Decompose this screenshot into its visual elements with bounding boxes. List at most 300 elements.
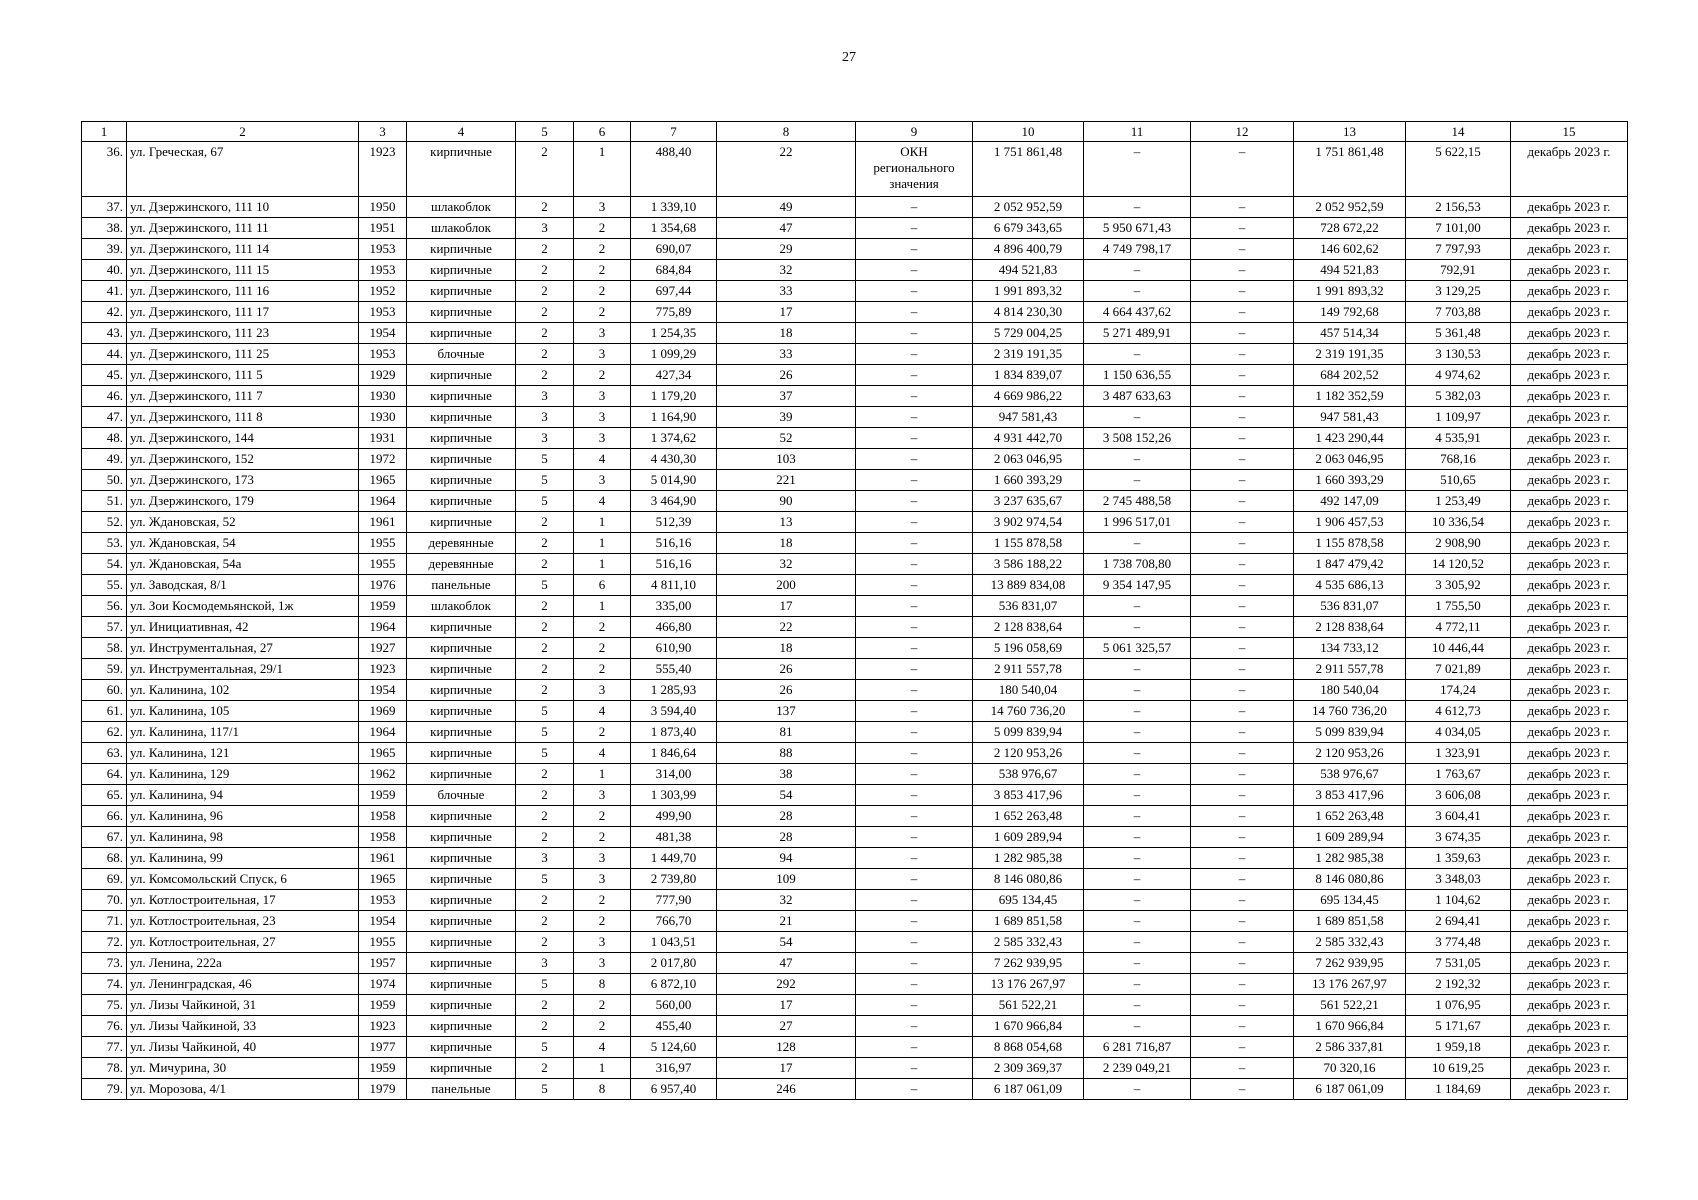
table-cell-col-9: – — [856, 806, 973, 827]
table-cell-col-3: 1955 — [359, 554, 407, 575]
table-cell-col-15: декабрь 2023 г. — [1511, 932, 1628, 953]
table-cell-col-9: – — [856, 386, 973, 407]
table-cell-col-9: – — [856, 785, 973, 806]
table-cell-col-3: 1976 — [359, 575, 407, 596]
table-cell-col-6: 2 — [574, 806, 631, 827]
column-header-4: 4 — [407, 122, 516, 142]
table-cell-col-11: – — [1084, 764, 1191, 785]
table-cell-col-8: 22 — [717, 617, 856, 638]
table-cell-col-7: 775,89 — [631, 302, 717, 323]
table-cell-col-3: 1974 — [359, 974, 407, 995]
table-cell-col-14: 7 101,00 — [1406, 218, 1511, 239]
column-header-9: 9 — [856, 122, 973, 142]
table-cell-col-7: 610,90 — [631, 638, 717, 659]
table-cell-col-3: 1927 — [359, 638, 407, 659]
table-cell-col-15: декабрь 2023 г. — [1511, 806, 1628, 827]
table-cell-col-8: 49 — [717, 197, 856, 218]
table-cell-col-15: декабрь 2023 г. — [1511, 743, 1628, 764]
table-row — [82, 386, 1628, 407]
table-cell-col-5: 2 — [516, 890, 574, 911]
table-cell-col-6: 2 — [574, 722, 631, 743]
table-cell-col-15: декабрь 2023 г. — [1511, 848, 1628, 869]
table-cell-col-4: кирпичные — [407, 491, 516, 512]
table-cell-col-11: 3 487 633,63 — [1084, 386, 1191, 407]
table-cell-col-12: – — [1191, 197, 1294, 218]
table-cell-col-12: – — [1191, 1037, 1294, 1058]
table-cell-col-13: 1 652 263,48 — [1294, 806, 1406, 827]
table-cell-col-7: 488,40 — [631, 142, 717, 197]
table-cell-col-6: 3 — [574, 470, 631, 491]
table-cell-col-9: – — [856, 890, 973, 911]
table-row — [82, 995, 1628, 1016]
table-cell-col-7: 4 811,10 — [631, 575, 717, 596]
table-cell-col-10: 4 896 400,79 — [973, 239, 1084, 260]
table-cell-col-1: 37. — [82, 197, 127, 218]
table-cell-col-10: 6 187 061,09 — [973, 1079, 1084, 1100]
table-cell-col-6: 1 — [574, 142, 631, 197]
table-cell-col-7: 1 179,20 — [631, 386, 717, 407]
table-cell-col-12: – — [1191, 827, 1294, 848]
table-cell-col-13: 492 147,09 — [1294, 491, 1406, 512]
table-row — [82, 848, 1628, 869]
table-cell-col-1: 61. — [82, 701, 127, 722]
table-cell-col-4: панельные — [407, 1079, 516, 1100]
table-cell-col-2: ул. Калинина, 117/1 — [127, 722, 359, 743]
table-cell-col-13: 5 099 839,94 — [1294, 722, 1406, 743]
table-cell-col-5: 5 — [516, 449, 574, 470]
table-cell-col-5: 3 — [516, 386, 574, 407]
table-cell-col-12: – — [1191, 617, 1294, 638]
table-cell-col-6: 4 — [574, 743, 631, 764]
table-cell-col-7: 1 846,64 — [631, 743, 717, 764]
table-cell-col-5: 5 — [516, 491, 574, 512]
table-cell-col-15: декабрь 2023 г. — [1511, 701, 1628, 722]
table-cell-col-8: 103 — [717, 449, 856, 470]
table-cell-col-2: ул. Ленина, 222а — [127, 953, 359, 974]
table-cell-col-4: кирпичные — [407, 1016, 516, 1037]
table-row — [82, 1079, 1628, 1100]
table-cell-col-15: декабрь 2023 г. — [1511, 218, 1628, 239]
table-cell-col-14: 2 908,90 — [1406, 533, 1511, 554]
table-cell-col-13: 3 853 417,96 — [1294, 785, 1406, 806]
table-cell-col-5: 2 — [516, 533, 574, 554]
table-cell-col-5: 2 — [516, 281, 574, 302]
table-cell-col-4: шлакоблок — [407, 596, 516, 617]
column-header-8: 8 — [717, 122, 856, 142]
table-cell-col-11: – — [1084, 953, 1191, 974]
table-cell-col-6: 3 — [574, 680, 631, 701]
table-cell-col-6: 3 — [574, 869, 631, 890]
table-cell-col-4: кирпичные — [407, 638, 516, 659]
table-cell-col-5: 2 — [516, 617, 574, 638]
table-cell-col-8: 13 — [717, 512, 856, 533]
table-cell-col-7: 466,80 — [631, 617, 717, 638]
table-cell-col-14: 2 156,53 — [1406, 197, 1511, 218]
table-cell-col-1: 48. — [82, 428, 127, 449]
table-cell-col-8: 88 — [717, 743, 856, 764]
table-cell-col-9: – — [856, 302, 973, 323]
table-cell-col-13: 1 751 861,48 — [1294, 142, 1406, 197]
table-cell-col-10: 947 581,43 — [973, 407, 1084, 428]
table-cell-col-8: 26 — [717, 659, 856, 680]
table-cell-col-7: 697,44 — [631, 281, 717, 302]
table-cell-col-15: декабрь 2023 г. — [1511, 554, 1628, 575]
table-cell-col-14: 7 703,88 — [1406, 302, 1511, 323]
table-cell-col-4: деревянные — [407, 533, 516, 554]
table-cell-col-6: 2 — [574, 638, 631, 659]
table-cell-col-12: – — [1191, 428, 1294, 449]
table-cell-col-8: 17 — [717, 995, 856, 1016]
table-cell-col-14: 1 959,18 — [1406, 1037, 1511, 1058]
table-cell-col-8: 27 — [717, 1016, 856, 1037]
table-cell-col-10: 536 831,07 — [973, 596, 1084, 617]
table-cell-col-2: ул. Морозова, 4/1 — [127, 1079, 359, 1100]
table-row — [82, 806, 1628, 827]
table-cell-col-15: декабрь 2023 г. — [1511, 953, 1628, 974]
table-cell-col-2: ул. Калинина, 129 — [127, 764, 359, 785]
table-cell-col-3: 1954 — [359, 323, 407, 344]
table-cell-col-13: 684 202,52 — [1294, 365, 1406, 386]
table-cell-col-15: декабрь 2023 г. — [1511, 1079, 1628, 1100]
table-cell-col-7: 335,00 — [631, 596, 717, 617]
table-cell-col-14: 3 604,41 — [1406, 806, 1511, 827]
table-cell-col-14: 4 974,62 — [1406, 365, 1511, 386]
table-cell-col-11: – — [1084, 995, 1191, 1016]
table-cell-col-2: ул. Инструментальная, 27 — [127, 638, 359, 659]
table-cell-col-9: – — [856, 533, 973, 554]
table-row — [82, 554, 1628, 575]
table-row — [82, 743, 1628, 764]
table-cell-col-5: 2 — [516, 995, 574, 1016]
table-cell-col-13: 1 609 289,94 — [1294, 827, 1406, 848]
table-cell-col-14: 7 021,89 — [1406, 659, 1511, 680]
table-cell-col-13: 1 991 893,32 — [1294, 281, 1406, 302]
table-cell-col-13: 13 176 267,97 — [1294, 974, 1406, 995]
table-cell-col-4: кирпичные — [407, 1058, 516, 1079]
table-cell-col-8: 32 — [717, 890, 856, 911]
table-cell-col-12: – — [1191, 512, 1294, 533]
table-cell-col-3: 1954 — [359, 911, 407, 932]
table-cell-col-6: 2 — [574, 617, 631, 638]
table-row — [82, 827, 1628, 848]
table-cell-col-14: 3 348,03 — [1406, 869, 1511, 890]
table-cell-col-15: декабрь 2023 г. — [1511, 890, 1628, 911]
table-cell-col-6: 4 — [574, 449, 631, 470]
table-cell-col-10: 8 146 080,86 — [973, 869, 1084, 890]
table-row — [82, 323, 1628, 344]
table-cell-col-14: 4 034,05 — [1406, 722, 1511, 743]
table-cell-col-11: 1 150 636,55 — [1084, 365, 1191, 386]
table-cell-col-12: – — [1191, 890, 1294, 911]
table-cell-col-4: кирпичные — [407, 142, 516, 197]
table-cell-col-2: ул. Дзержинского, 111 17 — [127, 302, 359, 323]
column-header-15: 15 — [1511, 122, 1628, 142]
table-row — [82, 218, 1628, 239]
table-cell-col-4: кирпичные — [407, 869, 516, 890]
table-cell-col-15: декабрь 2023 г. — [1511, 197, 1628, 218]
table-cell-col-5: 2 — [516, 302, 574, 323]
table-cell-col-10: 14 760 736,20 — [973, 701, 1084, 722]
table-cell-col-12: – — [1191, 869, 1294, 890]
table-row — [82, 1037, 1628, 1058]
table-cell-col-11: – — [1084, 407, 1191, 428]
table-row — [82, 302, 1628, 323]
table-cell-col-1: 57. — [82, 617, 127, 638]
table-cell-col-11: 1 738 708,80 — [1084, 554, 1191, 575]
table-cell-col-9: – — [856, 701, 973, 722]
table-cell-col-1: 36. — [82, 142, 127, 197]
table-cell-col-15: декабрь 2023 г. — [1511, 302, 1628, 323]
table-cell-col-8: 17 — [717, 302, 856, 323]
table-cell-col-9: – — [856, 554, 973, 575]
table-cell-col-6: 2 — [574, 260, 631, 281]
table-cell-col-14: 510,65 — [1406, 470, 1511, 491]
table-cell-col-3: 1952 — [359, 281, 407, 302]
table-row — [82, 680, 1628, 701]
table-cell-col-5: 5 — [516, 974, 574, 995]
table-cell-col-5: 5 — [516, 575, 574, 596]
table-cell-col-9: – — [856, 323, 973, 344]
table-cell-col-5: 3 — [516, 218, 574, 239]
table-cell-col-12: – — [1191, 743, 1294, 764]
table-cell-col-8: 200 — [717, 575, 856, 596]
column-number-row — [82, 122, 1628, 142]
table-cell-col-3: 1961 — [359, 848, 407, 869]
table-cell-col-6: 1 — [574, 533, 631, 554]
table-cell-col-6: 3 — [574, 953, 631, 974]
table-cell-col-6: 1 — [574, 764, 631, 785]
column-header-12: 12 — [1191, 122, 1294, 142]
table-cell-col-2: ул. Ждановская, 54а — [127, 554, 359, 575]
table-cell-col-5: 5 — [516, 869, 574, 890]
table-cell-col-6: 3 — [574, 197, 631, 218]
table-cell-col-12: – — [1191, 806, 1294, 827]
table-cell-col-15: декабрь 2023 г. — [1511, 365, 1628, 386]
table-cell-col-6: 8 — [574, 1079, 631, 1100]
table-cell-col-8: 18 — [717, 638, 856, 659]
table-row — [82, 470, 1628, 491]
table-cell-col-11: – — [1084, 281, 1191, 302]
table-cell-col-14: 1 184,69 — [1406, 1079, 1511, 1100]
table-cell-col-6: 8 — [574, 974, 631, 995]
table-cell-col-7: 4 430,30 — [631, 449, 717, 470]
column-header-7: 7 — [631, 122, 717, 142]
table-cell-col-3: 1959 — [359, 995, 407, 1016]
table-cell-col-10: 695 134,45 — [973, 890, 1084, 911]
table-cell-col-15: декабрь 2023 г. — [1511, 323, 1628, 344]
table-cell-col-9: ОКН регионального значения — [856, 142, 973, 197]
table-cell-col-9: – — [856, 974, 973, 995]
table-cell-col-12: – — [1191, 491, 1294, 512]
table-cell-col-2: ул. Заводская, 8/1 — [127, 575, 359, 596]
table-cell-col-10: 5 196 058,69 — [973, 638, 1084, 659]
table-row — [82, 512, 1628, 533]
table-cell-col-13: 2 128 838,64 — [1294, 617, 1406, 638]
column-header-3: 3 — [359, 122, 407, 142]
table-cell-col-3: 1953 — [359, 260, 407, 281]
table-cell-col-5: 2 — [516, 1058, 574, 1079]
table-cell-col-6: 2 — [574, 911, 631, 932]
table-row — [82, 533, 1628, 554]
table-cell-col-9: – — [856, 260, 973, 281]
table-cell-col-1: 58. — [82, 638, 127, 659]
table-row — [82, 281, 1628, 302]
table-cell-col-4: кирпичные — [407, 722, 516, 743]
table-cell-col-1: 79. — [82, 1079, 127, 1100]
table-cell-col-8: 37 — [717, 386, 856, 407]
table-cell-col-1: 77. — [82, 1037, 127, 1058]
table-cell-col-5: 2 — [516, 554, 574, 575]
table-cell-col-3: 1977 — [359, 1037, 407, 1058]
table-cell-col-7: 5 124,60 — [631, 1037, 717, 1058]
table-cell-col-7: 2 017,80 — [631, 953, 717, 974]
table-cell-col-7: 684,84 — [631, 260, 717, 281]
table-cell-col-15: декабрь 2023 г. — [1511, 449, 1628, 470]
table-cell-col-4: кирпичные — [407, 806, 516, 827]
table-cell-col-7: 1 043,51 — [631, 932, 717, 953]
table-cell-col-5: 5 — [516, 470, 574, 491]
table-cell-col-10: 1 834 839,07 — [973, 365, 1084, 386]
table-cell-col-11: – — [1084, 701, 1191, 722]
table-cell-col-6: 3 — [574, 386, 631, 407]
table-row — [82, 932, 1628, 953]
table-row — [82, 407, 1628, 428]
table-cell-col-7: 499,90 — [631, 806, 717, 827]
table-cell-col-10: 2 309 369,37 — [973, 1058, 1084, 1079]
table-cell-col-4: кирпичные — [407, 701, 516, 722]
table-cell-col-2: ул. Дзержинского, 111 10 — [127, 197, 359, 218]
table-cell-col-8: 39 — [717, 407, 856, 428]
table-cell-col-10: 8 868 054,68 — [973, 1037, 1084, 1058]
table-cell-col-7: 1 303,99 — [631, 785, 717, 806]
table-cell-col-9: – — [856, 1016, 973, 1037]
table-cell-col-5: 5 — [516, 1079, 574, 1100]
table-cell-col-3: 1959 — [359, 1058, 407, 1079]
table-cell-col-8: 47 — [717, 953, 856, 974]
table-cell-col-5: 3 — [516, 953, 574, 974]
table-cell-col-12: – — [1191, 386, 1294, 407]
table-cell-col-3: 1953 — [359, 239, 407, 260]
table-cell-col-10: 1 670 966,84 — [973, 1016, 1084, 1037]
table-cell-col-8: 21 — [717, 911, 856, 932]
table-cell-col-6: 2 — [574, 218, 631, 239]
table-cell-col-13: 6 187 061,09 — [1294, 1079, 1406, 1100]
table-cell-col-10: 6 679 343,65 — [973, 218, 1084, 239]
table-cell-col-14: 4 535,91 — [1406, 428, 1511, 449]
table-cell-col-13: 2 586 337,81 — [1294, 1037, 1406, 1058]
table-cell-col-1: 43. — [82, 323, 127, 344]
table-cell-col-5: 5 — [516, 701, 574, 722]
table-cell-col-3: 1964 — [359, 722, 407, 743]
table-row — [82, 239, 1628, 260]
table-cell-col-3: 1962 — [359, 764, 407, 785]
table-cell-col-4: кирпичные — [407, 827, 516, 848]
table-cell-col-7: 1 449,70 — [631, 848, 717, 869]
table-row — [82, 974, 1628, 995]
table-cell-col-6: 3 — [574, 932, 631, 953]
table-cell-col-4: кирпичные — [407, 512, 516, 533]
table-cell-col-8: 26 — [717, 365, 856, 386]
table-cell-col-1: 38. — [82, 218, 127, 239]
table-cell-col-4: кирпичные — [407, 911, 516, 932]
table-cell-col-8: 246 — [717, 1079, 856, 1100]
table-cell-col-3: 1979 — [359, 1079, 407, 1100]
table-cell-col-14: 7 531,05 — [1406, 953, 1511, 974]
table-cell-col-12: – — [1191, 239, 1294, 260]
table-cell-col-10: 2 585 332,43 — [973, 932, 1084, 953]
table-cell-col-13: 494 521,83 — [1294, 260, 1406, 281]
table-cell-col-9: – — [856, 281, 973, 302]
table-cell-col-4: кирпичные — [407, 953, 516, 974]
table-cell-col-14: 4 772,11 — [1406, 617, 1511, 638]
table-cell-col-4: кирпичные — [407, 659, 516, 680]
table-row — [82, 491, 1628, 512]
table-cell-col-12: – — [1191, 260, 1294, 281]
table-cell-col-11: 1 996 517,01 — [1084, 512, 1191, 533]
table-cell-col-11: – — [1084, 806, 1191, 827]
table-cell-col-9: – — [856, 218, 973, 239]
table-cell-col-8: 28 — [717, 827, 856, 848]
table-cell-col-14: 3 130,53 — [1406, 344, 1511, 365]
table-cell-col-15: декабрь 2023 г. — [1511, 869, 1628, 890]
table-cell-col-7: 3 464,90 — [631, 491, 717, 512]
table-row — [82, 953, 1628, 974]
table-cell-col-15: декабрь 2023 г. — [1511, 596, 1628, 617]
table-cell-col-9: – — [856, 575, 973, 596]
table-cell-col-2: ул. Калинина, 98 — [127, 827, 359, 848]
table-cell-col-8: 292 — [717, 974, 856, 995]
table-row — [82, 722, 1628, 743]
table-cell-col-11: 2 239 049,21 — [1084, 1058, 1191, 1079]
table-cell-col-14: 7 797,93 — [1406, 239, 1511, 260]
table-cell-col-1: 62. — [82, 722, 127, 743]
table-cell-col-13: 1 660 393,29 — [1294, 470, 1406, 491]
table-cell-col-12: – — [1191, 764, 1294, 785]
table-cell-col-9: – — [856, 722, 973, 743]
table-cell-col-6: 3 — [574, 785, 631, 806]
table-cell-col-11: 6 281 716,87 — [1084, 1037, 1191, 1058]
table-cell-col-5: 2 — [516, 512, 574, 533]
table-cell-col-1: 73. — [82, 953, 127, 974]
table-cell-col-3: 1955 — [359, 932, 407, 953]
table-cell-col-4: шлакоблок — [407, 197, 516, 218]
table-cell-col-1: 50. — [82, 470, 127, 491]
table-cell-col-15: декабрь 2023 г. — [1511, 995, 1628, 1016]
table-cell-col-9: – — [856, 1037, 973, 1058]
table-cell-col-3: 1958 — [359, 806, 407, 827]
table-cell-col-15: декабрь 2023 г. — [1511, 142, 1628, 197]
table-cell-col-13: 1 182 352,59 — [1294, 386, 1406, 407]
table-cell-col-8: 137 — [717, 701, 856, 722]
table-cell-col-13: 146 602,62 — [1294, 239, 1406, 260]
table-cell-col-12: – — [1191, 785, 1294, 806]
table-cell-col-10: 538 976,67 — [973, 764, 1084, 785]
table-cell-col-8: 54 — [717, 932, 856, 953]
table-cell-col-2: ул. Комсомольский Спуск, 6 — [127, 869, 359, 890]
table-cell-col-11: – — [1084, 197, 1191, 218]
table-row — [82, 142, 1628, 197]
table-cell-col-9: – — [856, 617, 973, 638]
column-header-2: 2 — [127, 122, 359, 142]
table-cell-col-8: 38 — [717, 764, 856, 785]
table-cell-col-2: ул. Дзержинского, 111 11 — [127, 218, 359, 239]
table-cell-col-12: – — [1191, 365, 1294, 386]
table-cell-col-13: 947 581,43 — [1294, 407, 1406, 428]
table-cell-col-4: кирпичные — [407, 743, 516, 764]
table-cell-col-10: 7 262 939,95 — [973, 953, 1084, 974]
table-cell-col-7: 455,40 — [631, 1016, 717, 1037]
table-cell-col-11: – — [1084, 659, 1191, 680]
